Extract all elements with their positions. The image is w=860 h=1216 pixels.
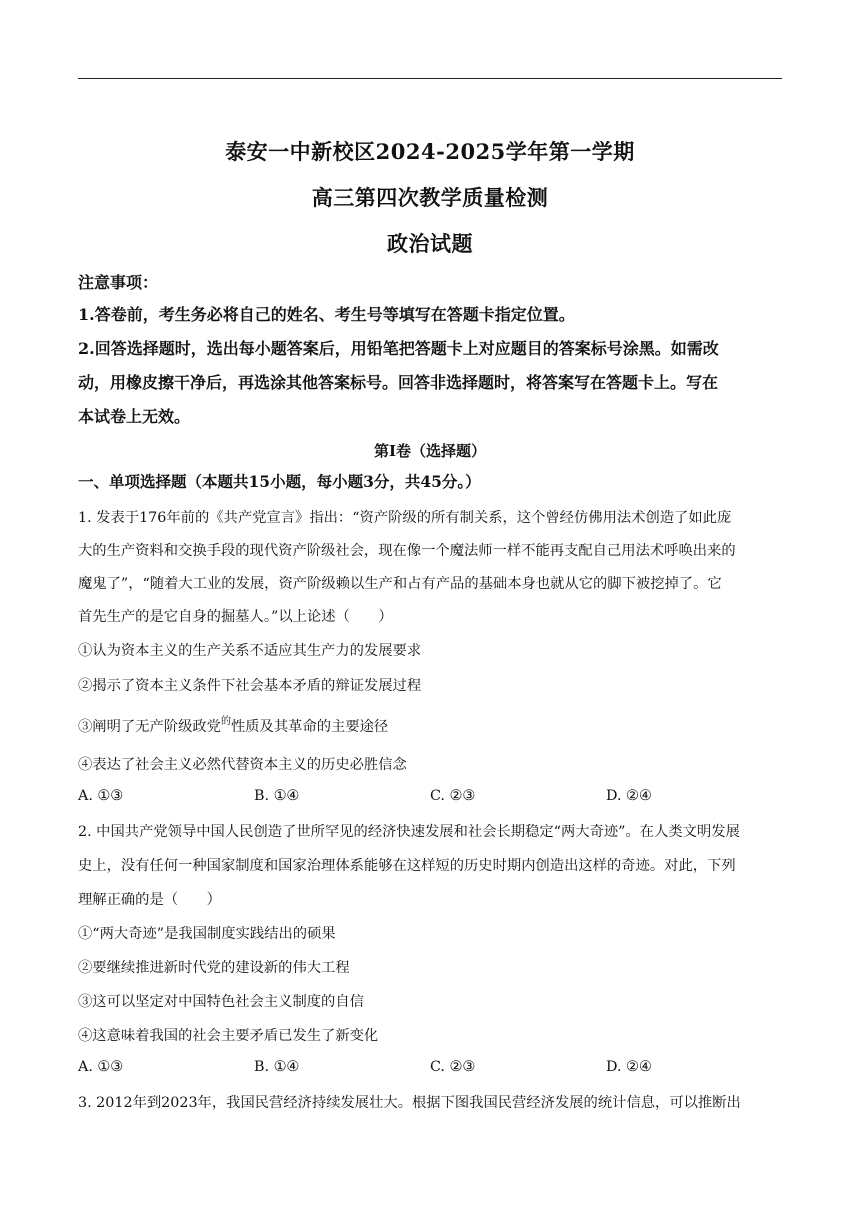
q2-statement-4: ④这意味着我国的社会主要矛盾已发生了新变化 [78, 1028, 379, 1044]
part-heading: 一、单项选择题（本题共15小题，每小题3分，共45分。） [78, 472, 481, 491]
notice-item-2-line2: 动，用橡皮擦干净后，再选涂其他答案标号。回答非选择题时，将答案写在答题卡上。写在 [78, 373, 719, 392]
q3-stem-line1: 3. 2012年到2023年，我国民营经济持续发展壮大。根据下图我国民营经济发展的统计信息，可以推断出 [78, 1095, 741, 1111]
top-rule [78, 78, 782, 79]
q1-statement-3: ③阐明了无产阶级政党$^的$性质及其革命的主要途径 [78, 716, 389, 735]
q2-statement-1: ①“两大奇迹”是我国制度实践结出的硕果 [78, 926, 336, 942]
volume-heading: 第Ⅰ卷（选择题） [373, 442, 487, 460]
q1-option-a[interactable]: A. ①③ [78, 788, 124, 804]
q1-stem-line2: 大的生产资料和交换手段的现代资产阶级社会，现在像一个魔法师一样不能再支配自己用法术呼唤出来的 [78, 543, 736, 559]
notice-item-1: 1.答卷前，考生务必将自己的姓名、考生号等填写在答题卡指定位置。 [78, 305, 575, 324]
exam-title-line1: 泰安一中新校区2024-2025学年第一学期 [225, 139, 635, 164]
q2-stem-line3: 理解正确的是（ ） [78, 892, 221, 908]
q1-statement-1: ①认为资本主义的生产关系不适应其生产力的发展要求 [78, 643, 422, 659]
exam-title-line2: 高三第四次教学质量检测 [311, 185, 549, 210]
q1-option-c[interactable]: C. ②③ [430, 788, 476, 804]
notice-item-2-line3: 本试卷上无效。 [78, 407, 191, 426]
q2-option-b[interactable]: B. ①④ [254, 1059, 300, 1075]
q1-statement-2: ②揭示了资本主义条件下社会基本矛盾的辩证发展过程 [78, 678, 422, 694]
q2-statement-2: ②要继续推进新时代党的建设新的伟大工程 [78, 960, 350, 976]
q1-stem-line4: 首先生产的是它自身的掘墓人。”以上论述（ ） [78, 609, 393, 625]
q2-stem-line2: 史上，没有任何一种国家制度和国家治理体系能够在这样短的历史时期内创造出这样的奇迹。对此，下列 [78, 858, 736, 874]
q1-option-d[interactable]: D. ②④ [606, 788, 652, 804]
q2-option-d[interactable]: D. ②④ [606, 1059, 652, 1075]
q2-statement-3: ③这可以坚定对中国特色社会主义制度的自信 [78, 994, 364, 1010]
notice-item-2-line1: 2.回答选择题时，选出每小题答案后，用铅笔把答题卡上对应题目的答案标号涂黑。如需改 [78, 339, 719, 358]
q1-stem-line1: 1. 发表于176年前的《共产党宣言》指出：“资产阶级的所有制关系，这个曾经仿佛用法术创造了如此庞 [78, 510, 732, 526]
q1-option-b[interactable]: B. ①④ [254, 788, 300, 804]
q1-stem-line3: 魔鬼了”，“随着大工业的发展，资产阶级赖以生产和占有产品的基础本身也就从它的脚下被挖掉了。它 [78, 576, 722, 592]
q2-option-c[interactable]: C. ②③ [430, 1059, 476, 1075]
q1-statement-4: ④表达了社会主义必然代替资本主义的历史必胜信念 [78, 757, 407, 773]
exam-title-line3: 政治试题 [387, 231, 473, 256]
notice-heading: 注意事项： [78, 273, 159, 292]
q2-option-a[interactable]: A. ①③ [78, 1059, 124, 1075]
q2-stem-line1: 2. 中国共产党领导中国人民创造了世所罕见的经济快速发展和社会长期稳定“两大奇迹”。在人类文明发展 [78, 824, 740, 840]
